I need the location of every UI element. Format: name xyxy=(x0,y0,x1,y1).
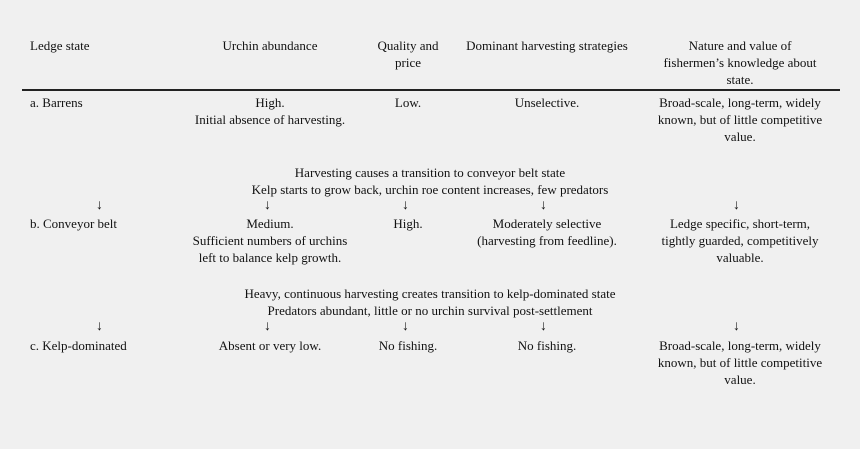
transition-1-line1: Harvesting causes a transition to conveyor belt state xyxy=(294,165,566,180)
header-quality-price-line2: price xyxy=(395,55,421,70)
arrow-down-icon: ↓ xyxy=(402,319,409,334)
row-barrens-knowledge-line3: value. xyxy=(724,129,756,144)
row-conveyor-abundance-line3: left to balance kelp growth. xyxy=(198,250,342,265)
row-kelp-knowledge-line1: Broad-scale, long-term, widely xyxy=(659,338,821,353)
row-conveyor-knowledge-line3: valuable. xyxy=(716,250,764,265)
header-strategies: Dominant harvesting strategies xyxy=(466,38,628,53)
header-rule xyxy=(22,89,840,91)
row-conveyor-abundance-line1: Medium. xyxy=(246,216,294,231)
arrow-down-icon: ↓ xyxy=(540,319,547,334)
row-kelp-state: c. Kelp-dominated xyxy=(30,338,127,353)
arrow-down-icon: ↓ xyxy=(733,198,740,213)
header-ledge-state: Ledge state xyxy=(30,38,90,53)
arrow-down-icon: ↓ xyxy=(96,319,103,334)
row-barrens-knowledge-line2: known, but of little competitive xyxy=(657,112,823,127)
row-conveyor-strategy-line1: Moderately selective xyxy=(492,216,602,231)
row-kelp-knowledge-line3: value. xyxy=(724,372,756,387)
transition-2-line1: Heavy, continuous harvesting creates transition to kelp-dominated state xyxy=(244,286,616,301)
arrow-down-icon: ↓ xyxy=(733,319,740,334)
arrow-down-icon: ↓ xyxy=(96,198,103,213)
row-conveyor-quality: High. xyxy=(393,216,423,231)
arrow-down-icon: ↓ xyxy=(264,319,271,334)
header-urchin-abundance: Urchin abundance xyxy=(222,38,318,53)
row-barrens-abundance-line1: High. xyxy=(255,95,285,110)
arrow-down-icon: ↓ xyxy=(540,198,547,213)
row-conveyor-abundance-line2: Sufficient numbers of urchins xyxy=(192,233,348,248)
row-conveyor-knowledge-line2: tightly guarded, competitively xyxy=(661,233,819,248)
header-knowledge-line3: state. xyxy=(726,72,754,87)
row-kelp-strategy: No fishing. xyxy=(517,338,577,353)
header-knowledge-line2: fishermen’s knowledge about xyxy=(663,55,817,70)
row-barrens-state: a. Barrens xyxy=(30,95,83,110)
arrow-down-icon: ↓ xyxy=(264,198,271,213)
row-kelp-knowledge-line2: known, but of little competitive xyxy=(657,355,823,370)
row-kelp-abundance: Absent or very low. xyxy=(218,338,322,353)
row-barrens-strategy: Unselective. xyxy=(514,95,580,110)
transition-1-line2: Kelp starts to grow back, urchin roe content increases, few predators xyxy=(251,182,609,197)
row-conveyor-state: b. Conveyor belt xyxy=(30,216,118,231)
row-barrens-quality: Low. xyxy=(394,95,422,110)
row-barrens-knowledge-line1: Broad-scale, long-term, widely xyxy=(659,95,821,110)
header-knowledge-line1: Nature and value of xyxy=(688,38,792,53)
row-conveyor-knowledge-line1: Ledge specific, short-term, xyxy=(669,216,811,231)
transition-2-line2: Predators abundant, little or no urchin survival post-settlement xyxy=(267,303,593,318)
arrow-down-icon: ↓ xyxy=(402,198,409,213)
row-barrens-abundance-line2: Initial absence of harvesting. xyxy=(194,112,346,127)
row-kelp-quality: No fishing. xyxy=(378,338,438,353)
row-conveyor-strategy-line2: (harvesting from feedline). xyxy=(477,233,617,248)
header-quality-price-line1: Quality and xyxy=(377,38,439,53)
